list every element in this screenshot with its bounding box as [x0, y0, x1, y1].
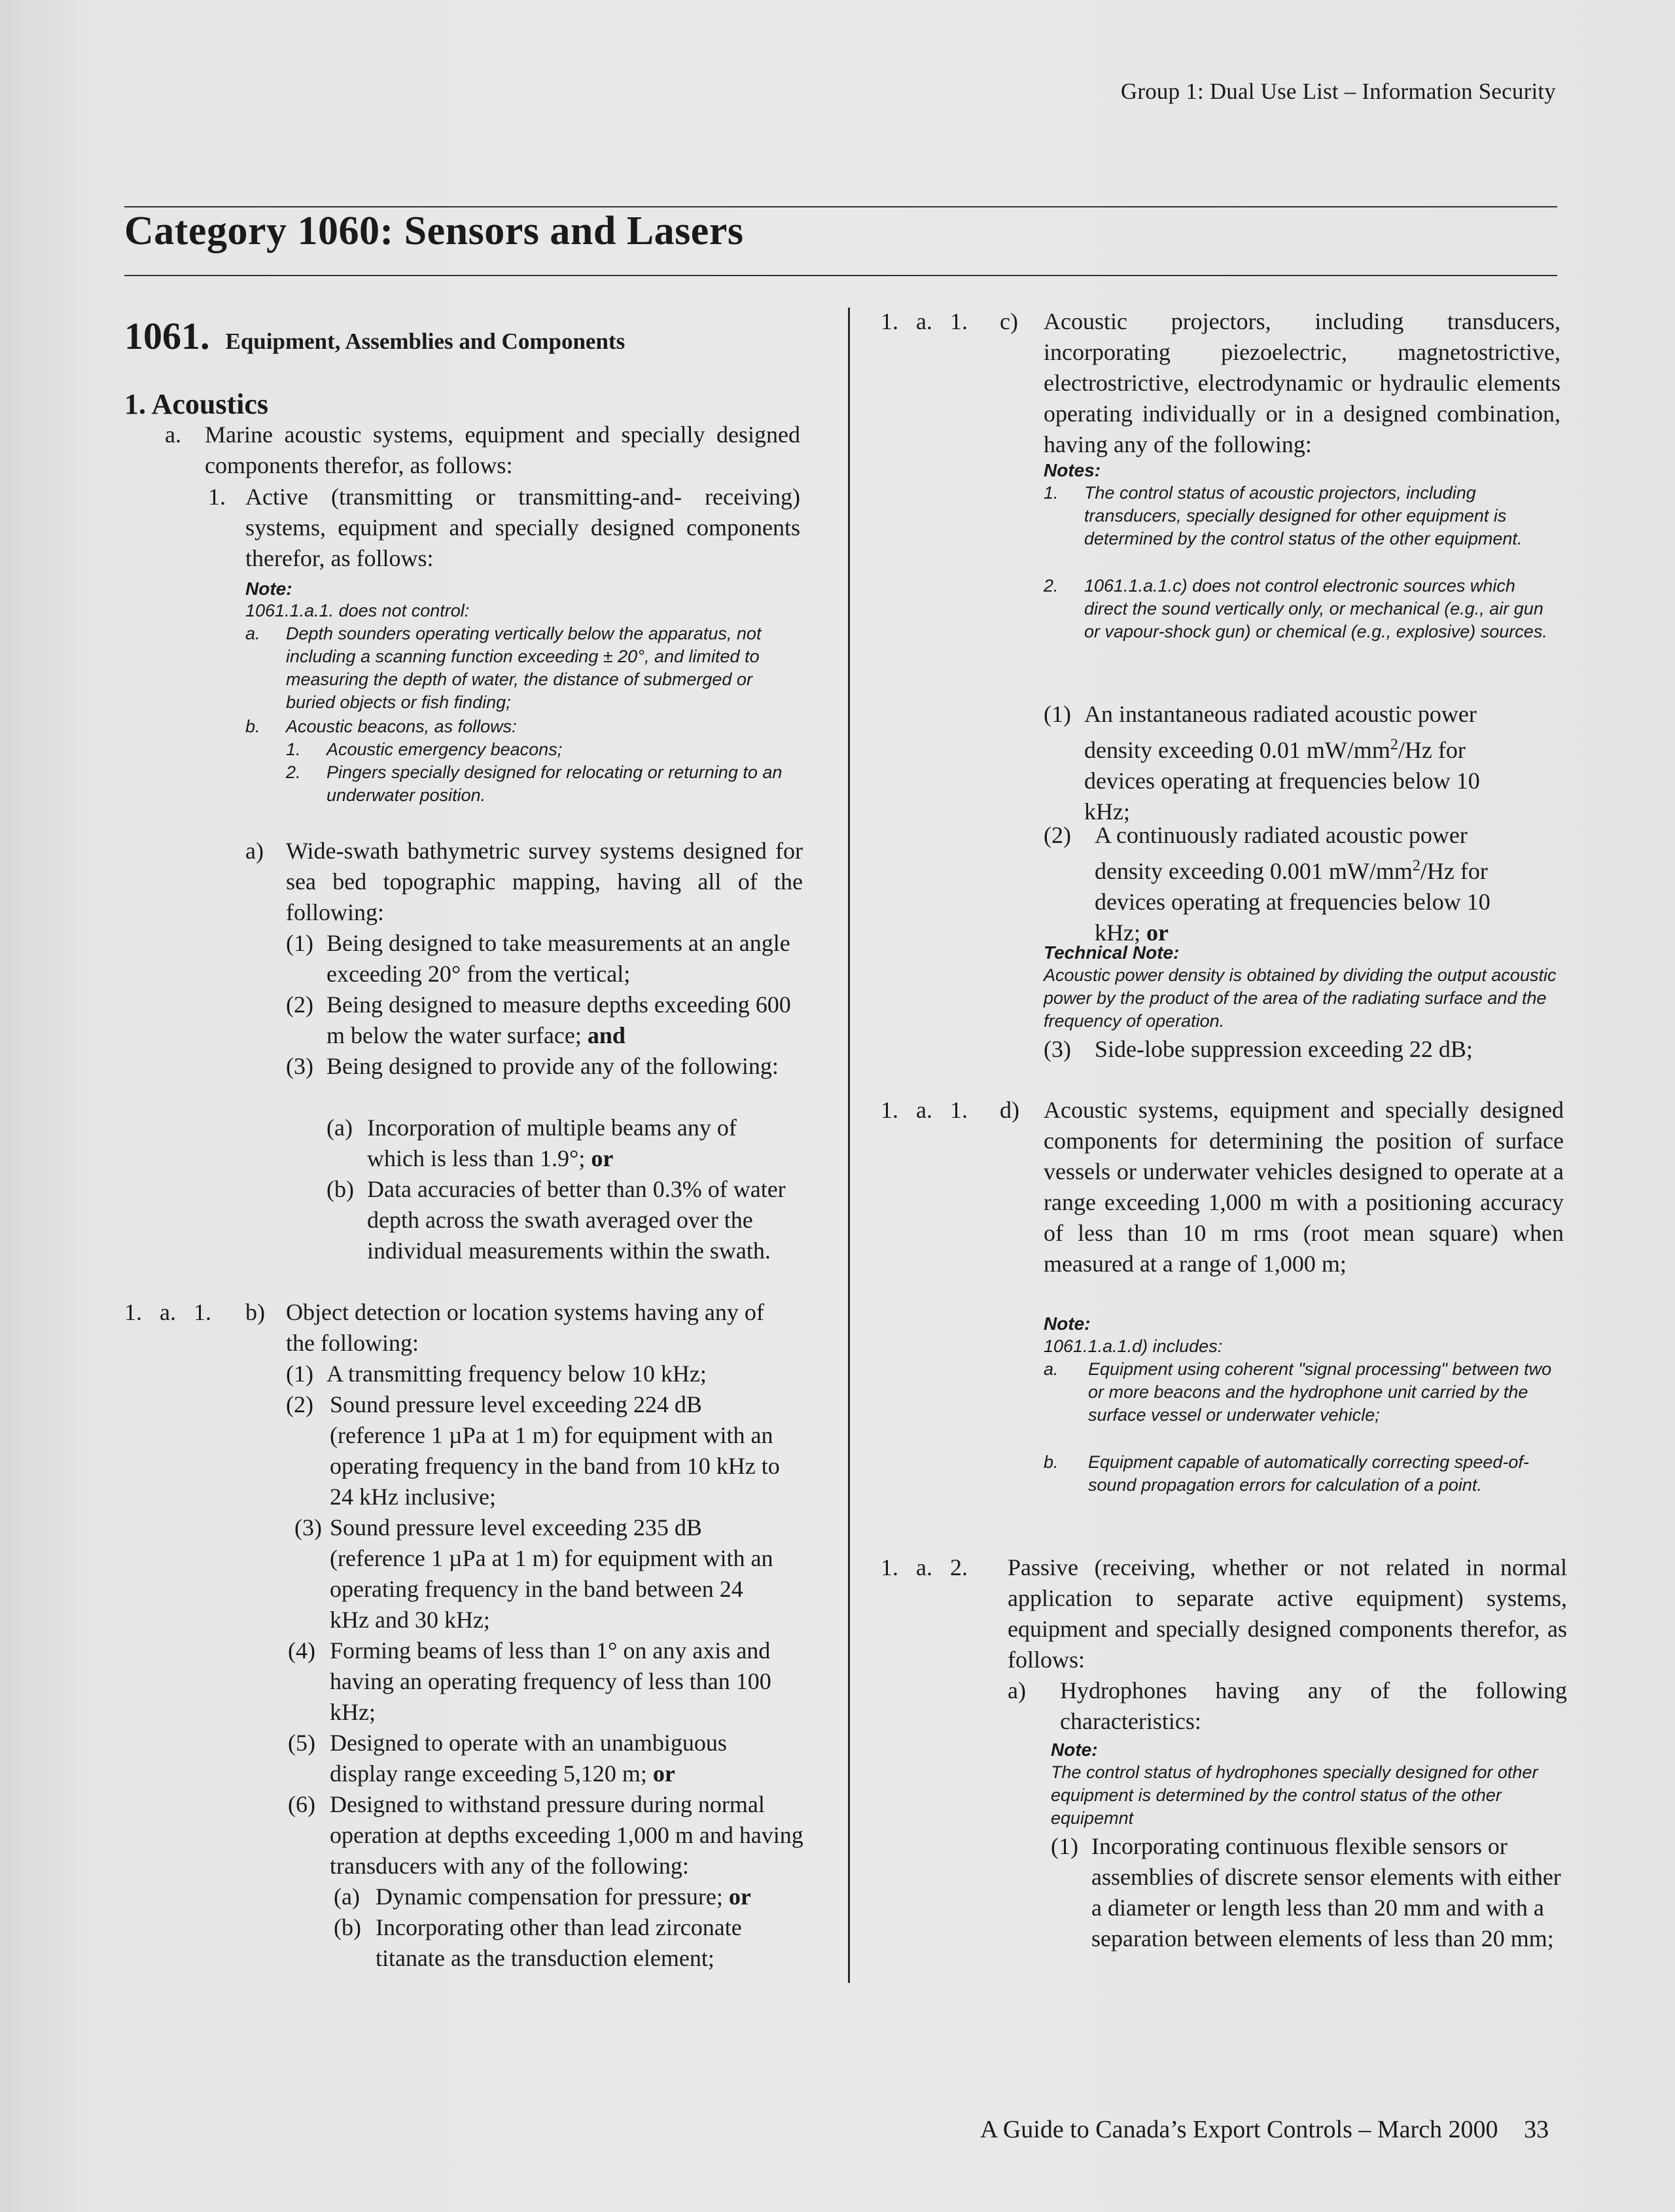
item-a-text: Marine acoustic systems, equipment and specially designed components therefor, as follows: — [205, 421, 800, 478]
note-a-label: a. — [245, 624, 260, 643]
tech-note-label: Technical Note: — [1044, 942, 1180, 963]
d-note-b-text: Equipment capable of automatically correcting speed-of-sound propagation errors for calculation of a point. — [1088, 1452, 1529, 1495]
c2-text: A continuously radiated acoustic power density exceeding 0.001 $mW/mm^2/Hz$ for devices operating at frequencies below 10 kHz; or — [1095, 822, 1490, 946]
item-b6b-label: (b) — [334, 1914, 361, 1940]
sub-a2-text: Being designed to measure depths exceeding 600 m below the water surface; and — [326, 991, 791, 1048]
item-a1-text: Active (transmitting or transmitting-and- receiving) systems, equipment and specially designed components therefor, as follows: — [245, 484, 800, 571]
sub-a3-label: (3) — [286, 1053, 313, 1079]
top-rule — [124, 206, 1557, 207]
d-note-a-label: a. — [1044, 1359, 1059, 1379]
item-b3-text: Sound pressure level exceeding 235 dB (reference 1 µPa at 1 m) for equipment with an operating frequency in the band between 24 kHz and 30 kHz; — [330, 1514, 773, 1633]
section-heading — [124, 314, 625, 358]
item-d-label: d) — [1000, 1097, 1019, 1123]
item-b6a-text: Dynamic compensation for pressure; or — [376, 1883, 751, 1910]
pa-text: Hydrophones having any of the following characteristics: — [1060, 1677, 1567, 1734]
item-d-text: Acoustic systems, equipment and specially designed components for determining the position of surface vessels or underwater vehicles designed to operate at a range exceeding 1,000 m with a positioning accuracy of less than 10 m rms (root mean square) when measured at a range of 1,000 m; — [1044, 1097, 1564, 1277]
item-b6a-label: (a) — [334, 1883, 360, 1910]
item-passive-text: Passive (receiving, whether or not related in normal application to separate active equipment) systems, equipment and specially designed components therefor, as follows: — [1008, 1554, 1567, 1673]
pa-label: a) — [1008, 1677, 1026, 1704]
c-notes-label: Notes: — [1044, 460, 1101, 480]
sub-a-text: Wide-swath bathymetric survey systems designed for sea bed topographic mapping, having all of the following: — [286, 838, 803, 925]
sub-a3b-label: (b) — [326, 1176, 354, 1202]
title-rule — [124, 275, 1557, 276]
sub-a-label: a) — [245, 838, 264, 864]
c-note1-label: 1. — [1044, 483, 1059, 503]
footer-text: A Guide to Canada’s Export Controls – March 2000 — [980, 2116, 1498, 2143]
note-b-label: b. — [245, 717, 260, 736]
item-c-prefix: 1. a. 1. — [881, 308, 968, 334]
item-b6-label: (6) — [288, 1791, 315, 1817]
sub-a3a-text: Incorporation of multiple beams any of which is less than 1.9°; or — [367, 1115, 737, 1171]
note-b-text: Acoustic beacons, as follows: — [286, 717, 517, 736]
sub-a3b-text: Data accuracies of better than 0.3% of water depth across the swath averaged over the individual measurements within the swath. — [367, 1176, 786, 1264]
item-a1-label: 1. — [208, 484, 226, 510]
note-b2-label: 2. — [286, 762, 301, 782]
item-b4-label: (4) — [288, 1637, 315, 1664]
item-d-prefix: 1. a. 1. — [881, 1097, 968, 1123]
note-b1-label: 1. — [286, 740, 301, 759]
item-b-prefix: 1. a. 1. — [124, 1299, 211, 1325]
item-b4-text: Forming beams of less than 1° on any axis and having an operating frequency of less than 100 kHz; — [330, 1637, 771, 1725]
item-b6-text: Designed to withstand pressure during normal operation at depths exceeding 1,000 m and having transducers with any of the following: — [330, 1791, 803, 1879]
sub-a3-text: Being designed to provide any of the following: — [326, 1053, 779, 1079]
page-footer — [980, 2115, 1549, 2144]
c3-text: Side-lobe suppression exceeding 22 dB; — [1095, 1036, 1473, 1062]
item-b1-text: A transmitting frequency below 10 kHz; — [326, 1361, 707, 1387]
c2-label: (2) — [1044, 822, 1071, 848]
item-b-label: b) — [245, 1299, 265, 1325]
page-number: 33 — [1524, 2116, 1549, 2143]
note-intro: 1061.1.a.1. does not control: — [245, 601, 470, 620]
item-b-text: Object detection or location systems having any of the following: — [286, 1299, 764, 1356]
d-note-label: Note: — [1044, 1313, 1091, 1334]
pa1-label: (1) — [1051, 1833, 1078, 1859]
item-b2-label: (2) — [286, 1391, 313, 1418]
acoustics-heading: 1. Acoustics — [124, 388, 268, 420]
item-b3-label: (3) — [294, 1514, 322, 1541]
c-note2-text: 1061.1.a.1.c) does not control electronic sources which direct the sound vertically only, or mechanical (e.g., air gun or vapour-shock gun) or chemical (e.g., explosive) sources. — [1084, 576, 1547, 641]
note-b1-text: Acoustic emergency beacons; — [326, 740, 563, 759]
running-header: Group 1: Dual Use List – Information Security — [1120, 79, 1556, 104]
item-b2-text: Sound pressure level exceeding 224 dB (reference 1 µPa at 1 m) for equipment with an operating frequency in the band from 10 kHz to 24 kHz inclusive; — [330, 1391, 780, 1510]
c-note2-label: 2. — [1044, 576, 1059, 596]
item-b1-label: (1) — [286, 1361, 313, 1387]
section-number: 1061. — [124, 315, 210, 357]
item-b5-text: Designed to operate with an unambiguous display range exceeding 5,120 m; or — [330, 1730, 727, 1787]
c1-text: An instantaneous radiated acoustic power density exceeding 0.01 $mW/mm^2/Hz$ for devices operating at frequencies below 10 kHz; — [1084, 701, 1480, 825]
item-a-label: a. — [165, 421, 181, 448]
note-b2-text: Pingers specially designed for relocating or returning to an underwater position. — [326, 762, 783, 805]
pa-note-label: Note: — [1051, 1739, 1098, 1760]
sub-a1-text: Being designed to take measurements at an angle exceeding 20° from the vertical; — [326, 930, 790, 987]
sub-a3a-label: (a) — [326, 1115, 353, 1141]
pa-note-text: The control status of hydrophones specially designed for other equipment is determined by the control status of the other equipemnt — [1051, 1762, 1538, 1828]
d-note-b-label: b. — [1044, 1452, 1059, 1472]
column-divider — [848, 308, 850, 1983]
sub-a2-label: (2) — [286, 991, 313, 1018]
sub-a1-label: (1) — [286, 930, 313, 956]
c1-label: (1) — [1044, 701, 1071, 727]
d-note-intro: 1061.1.a.1.d) includes: — [1044, 1336, 1223, 1356]
section-title: Equipment, Assemblies and Components — [225, 329, 626, 354]
category-title: Category 1060: Sensors and Lasers — [124, 209, 744, 253]
item-b6b-text: Incorporating other than lead zirconate titanate as the transduction element; — [376, 1914, 742, 1971]
d-note-a-text: Equipment using coherent "signal processing" between two or more beacons and the hydrophone unit carried by the surface vessel or underwater vehicle; — [1088, 1359, 1552, 1425]
c-note1-text: The control status of acoustic projectors, including transducers, specially designed for other equipment is determined by the control status of the other equipment. — [1084, 483, 1523, 548]
note-label: Note: — [245, 579, 292, 599]
item-passive-prefix: 1. a. 2. — [881, 1554, 968, 1580]
pa1-text: Incorporating continuous flexible sensors or assemblies of discrete sensor elements with either a diameter or length less than 20 mm and with a separation between elements of less than 20 mm; — [1091, 1833, 1561, 1952]
note-a-text: Depth sounders operating vertically below the apparatus, not including a scanning function exceeding ± 20°, and limited to measuring the depth of water, the distance of submerged or buried objects or fish finding; — [286, 624, 762, 712]
item-c-text: Acoustic projectors, including transducers, incorporating piezoelectric, magnetostrictive, electrostrictive, electrodynamic or hydraulic elements operating individually or in a designed combination, having any of the following: — [1044, 308, 1560, 457]
tech-note-text: Acoustic power density is obtained by dividing the output acoustic power by the product of the area of the radiating surface and the frequency of operation. — [1044, 965, 1557, 1031]
item-b5-label: (5) — [288, 1730, 315, 1756]
item-c-label: c) — [1000, 308, 1018, 334]
c3-label: (3) — [1044, 1036, 1071, 1062]
